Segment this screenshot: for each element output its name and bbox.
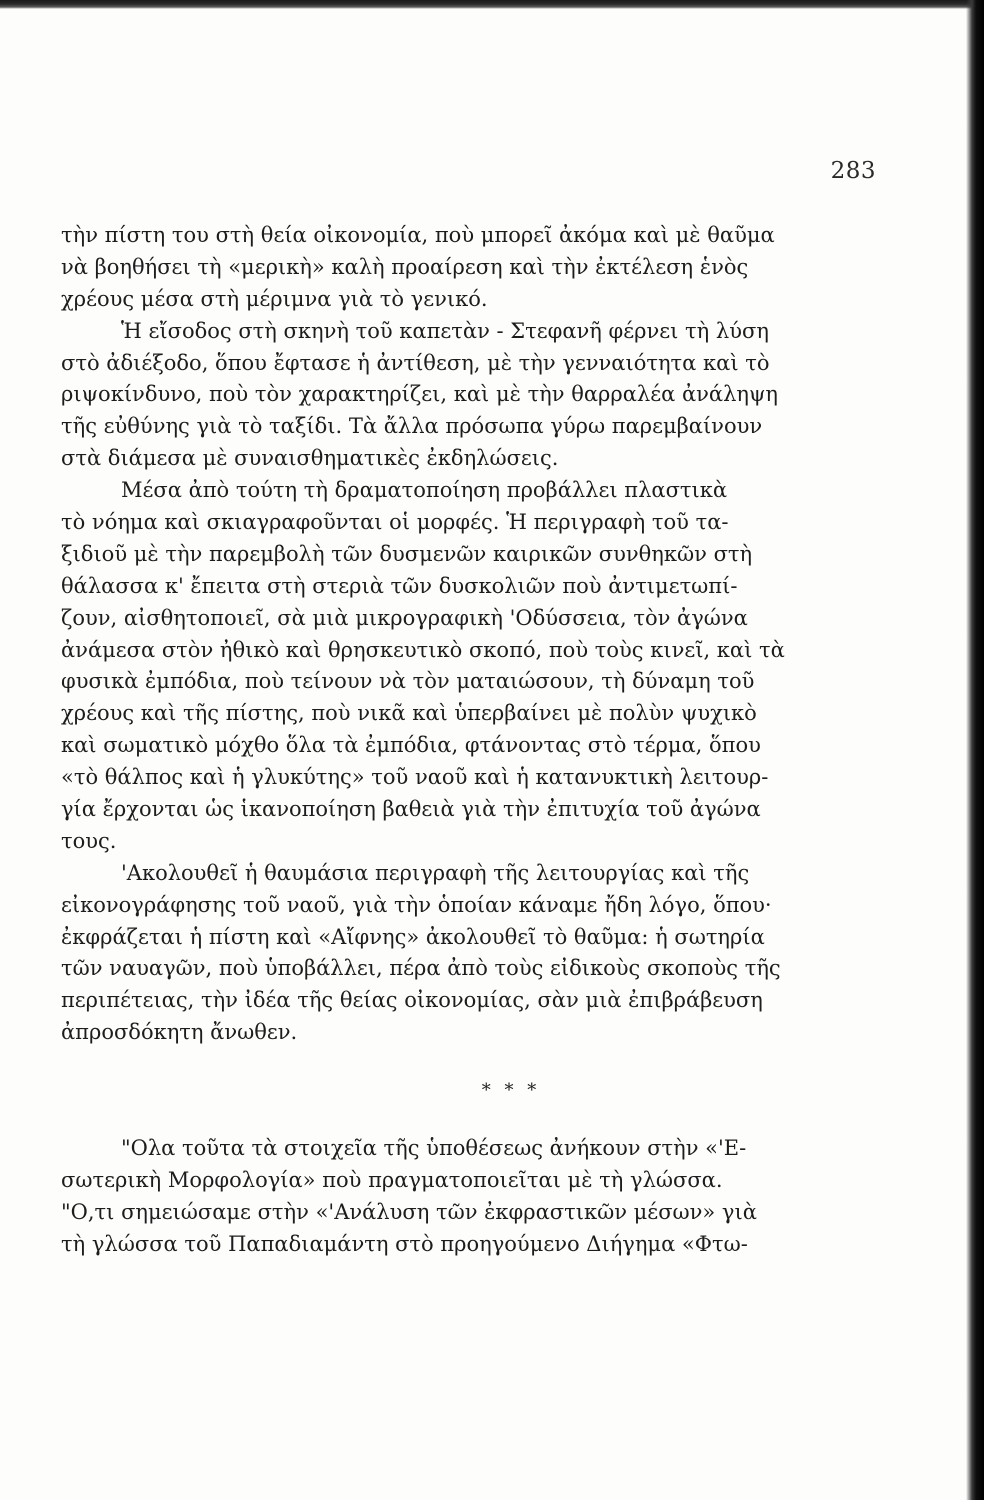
section-separator: * * * (481, 1080, 541, 1102)
text-line: νὰ βοηθήσει τὴ «μερικὴ» καλὴ προαίρεση καὶ τὴν ἐκτέλεση ἑνὸς (61, 254, 749, 279)
text-line: ἀπροσδόκητη ἄνωθεν. (61, 1020, 298, 1045)
text-line: σωτερικὴ Μορφολογία» ποὺ πραγματοποιεῖται μὲ τὴ γλώσσα. (61, 1167, 723, 1192)
text-line: 'Ακολουθεῖ ἡ θαυμάσια περιγραφὴ τῆς λειτουργίας καὶ τῆς (121, 860, 750, 885)
text-line: περιπέτειας, τὴν ἰδέα τῆς θείας οἰκονομίας, σὰν μιὰ ἐπιβράβευση (61, 988, 763, 1013)
scan-edge-binding (966, 0, 984, 1500)
text-line: τους. (61, 828, 117, 853)
scan-edge-top (0, 0, 984, 9)
text-line: χρέους μέσα στὴ μέριμνα γιὰ τὸ γενικό. (61, 286, 488, 311)
text-line: "Ο,τι σημειώσαμε στὴν «'Ανάλυση τῶν ἐκφραστικῶν μέσων» γιὰ (61, 1199, 757, 1224)
text-line: Ἡ εἴσοδος στὴ σκηνὴ τοῦ καπετὰν - Στεφανῆ φέρνει τὴ λύση (121, 318, 769, 343)
text-line: "Ολα τοῦτα τὰ στοιχεῖα τῆς ὑποθέσεως ἀνήκουν στὴν «'Ε- (121, 1136, 747, 1161)
text-line: Μέσα ἀπὸ τούτη τὴ δραματοποίηση προβάλλει πλαστικὰ (121, 478, 728, 503)
body-paragraphs-continued (61, 1133, 841, 1261)
text-line: ἐκφράζεται ἡ πίστη καὶ «Αἴφνης» ἀκολουθεῖ τὸ θαῦμα: ἡ σωτηρία (61, 924, 765, 949)
text-line: τὸ νόημα καὶ σκιαγραφοῦνται οἱ μορφές. Ἡ περιγραφὴ τοῦ τα- (61, 510, 729, 535)
body-text (61, 220, 841, 1261)
text-line: «τὸ θάλπος καὶ ἡ γλυκύτης» τοῦ ναοῦ καὶ ἡ κατανυκτικὴ λειτουρ- (61, 765, 769, 790)
page-number: 283 (830, 158, 876, 184)
body-paragraphs (61, 220, 841, 1049)
text-line: καὶ σωματικὸ μόχθο ὅλα τὰ ἐμπόδια, φτάνοντας στὸ τέρμα, ὅπου (61, 733, 761, 758)
text-line: ξιδιοῦ μὲ τὴν παρεμβολὴ τῶν δυσμενῶν καιρικῶν συνθηκῶν στὴ (61, 541, 753, 566)
text-line: γία ἔρχονται ὡς ἱκανοποίηση βαθειὰ γιὰ τὴν ἐπιτυχία τοῦ ἀγώνα (61, 797, 761, 822)
text-line: τῶν ναυαγῶν, ποὺ ὑποβάλλει, πέρα ἀπὸ τοὺς εἰδικοὺς σκοποὺς τῆς (61, 956, 781, 981)
text-line: χρέους καὶ τῆς πίστης, ποὺ νικᾶ καὶ ὑπερβαίνει μὲ πολὺν ψυχικὸ (61, 701, 757, 726)
text-line: τὴ γλώσσα τοῦ Παπαδιαμάντη στὸ προηγούμενο Διήγημα «Φτω- (61, 1231, 748, 1256)
text-line: στὸ ἀδιέξοδο, ὅπου ἔφτασε ἡ ἀντίθεση, μὲ τὴν γενναιότητα καὶ τὸ (61, 350, 770, 375)
text-line: εἰκονογράφησης τοῦ ναοῦ, γιὰ τὴν ὁποίαν κάναμε ἤδη λόγο, ὅπου· (61, 892, 772, 917)
text-line: ἀνάμεσα στὸν ἠθικὸ καὶ θρησκευτικὸ σκοπό, ποὺ τοὺς κινεῖ, καὶ τὰ (61, 637, 785, 662)
text-line: τὴν πίστη του στὴ θεία οἰκονομία, ποὺ μπορεῖ ἀκόμα καὶ μὲ θαῦμα (61, 223, 775, 247)
text-line: ζουν, αἰσθητοποιεῖ, σὰ μιὰ μικρογραφικὴ 'Οδύσσεια, τὸν ἀγώνα (61, 605, 748, 630)
text-line: θάλασσα κ' ἔπειτα στὴ στεριὰ τῶν δυσκολιῶν ποὺ ἀντιμετωπί- (61, 573, 738, 598)
text-line: τῆς εὐθύνης γιὰ τὸ ταξίδι. Τὰ ἄλλα πρόσωπα γύρω παρεμβαίνουν (61, 414, 763, 439)
text-line: φυσικὰ ἐμπόδια, ποὺ τείνουν νὰ τὸν ματαιώσουν, τὴ δύναμη τοῦ (61, 669, 755, 694)
text-line: ριψοκίνδυνο, ποὺ τὸν χαρακτηρίζει, καὶ μὲ τὴν θαρραλέα ἀνάληψη (61, 382, 779, 407)
text-line: στὰ διάμεσα μὲ συναισθηματικὲς ἐκδηλώσεις. (61, 446, 559, 471)
